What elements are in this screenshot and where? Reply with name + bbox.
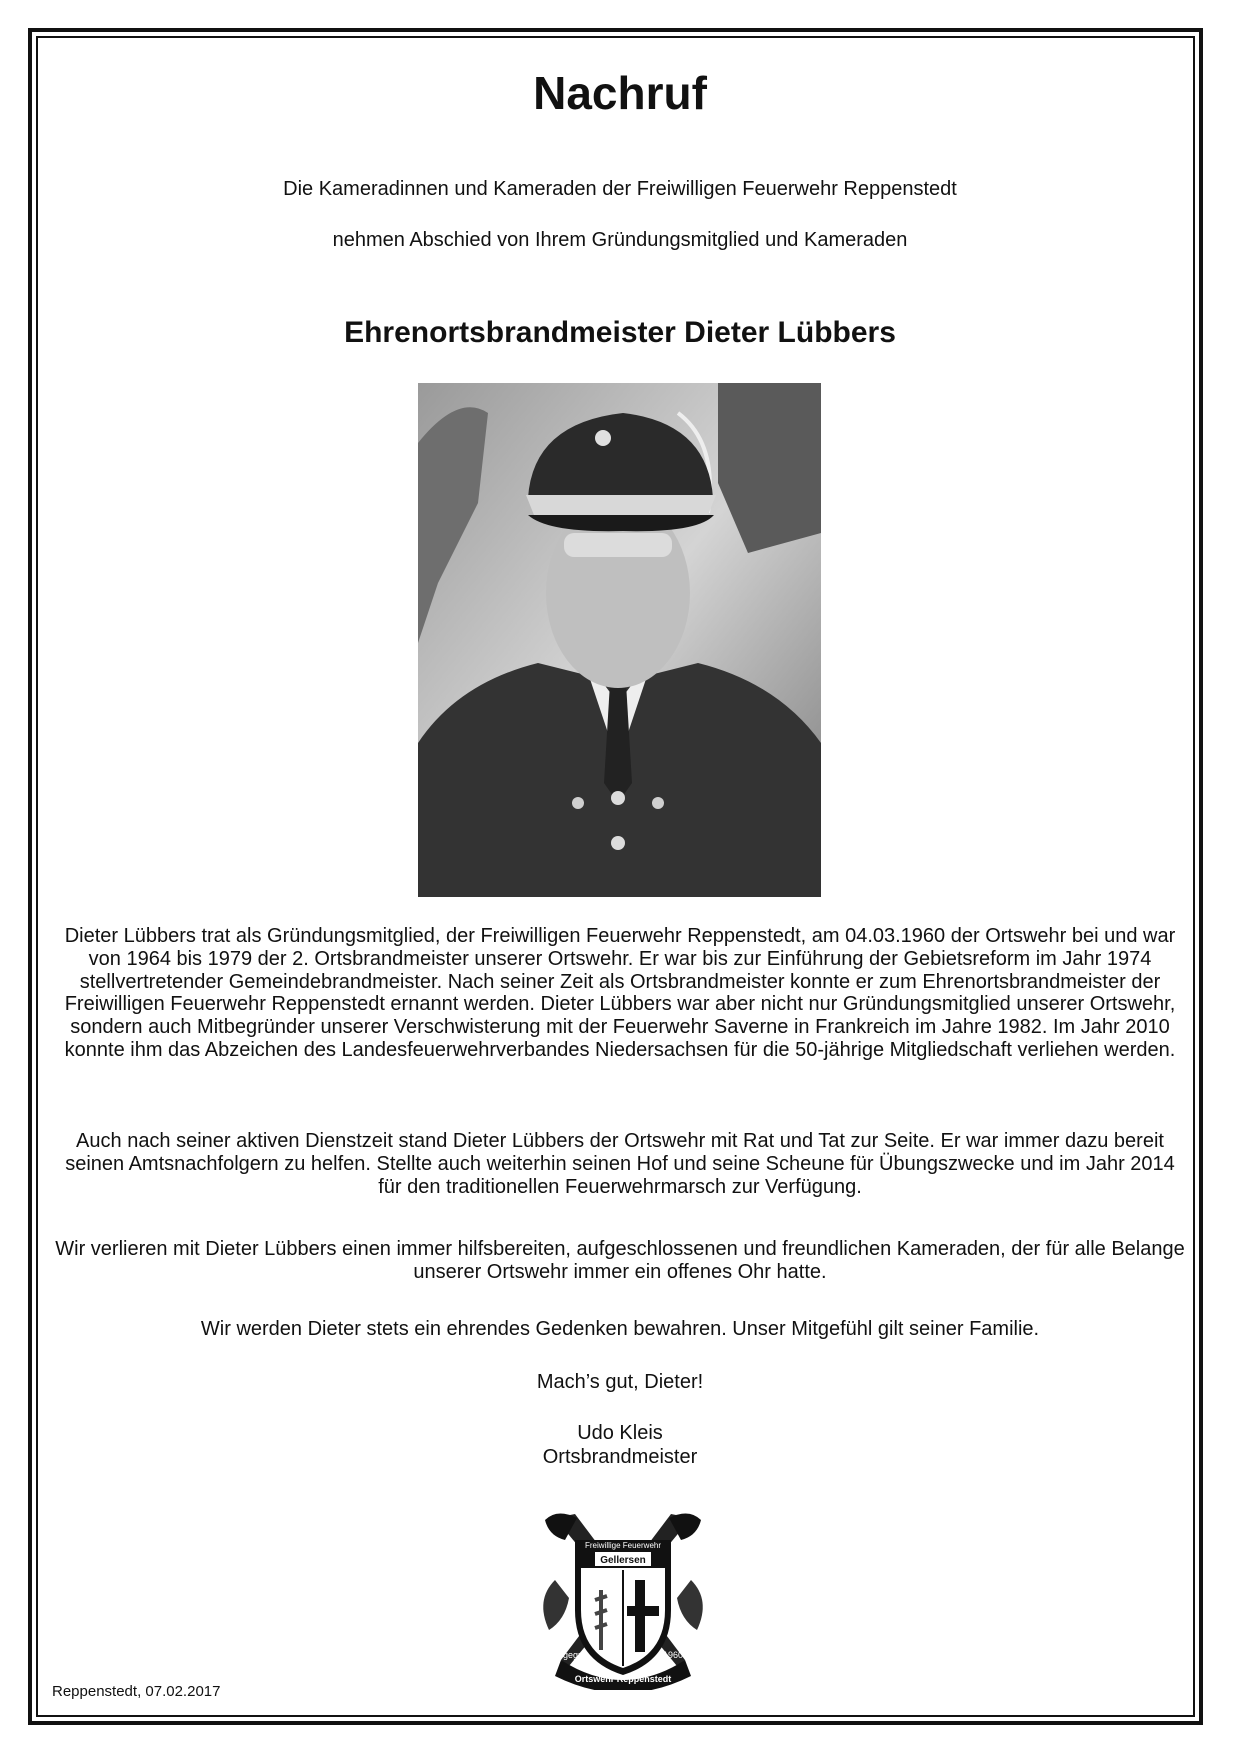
emblem-left-text: gegr. [562, 1650, 584, 1660]
page-title: Nachruf [533, 67, 707, 119]
fire-brigade-emblem [535, 1510, 711, 1690]
portrait-photo [418, 383, 821, 897]
emblem-top-text: Freiwillige Feuerwehr [584, 1541, 662, 1550]
deceased-name: Ehrenortsbrandmeister Dieter Lübbers [344, 316, 896, 349]
farewell-line: Mach’s gut, Dieter! [536, 1371, 704, 1393]
obituary-paragraph-3: Wir verlieren mit Dieter Lübbers einen immer hilfsbereiten, aufgeschlossenen und freundlichen Kameraden, der für alle Belange unserer Ortswehr immer ein offenes Ohr hatte. [55, 1238, 1185, 1283]
intro-line-1: Die Kameradinnen und Kameraden der Freiwilligen Feuerwehr Reppenstedt [283, 178, 957, 200]
signature-name: Udo Kleis [577, 1422, 663, 1444]
place-and-date: Reppenstedt, 07.02.2017 [52, 1683, 221, 1700]
signature-role: Ortsbrandmeister [542, 1446, 698, 1468]
emblem-bottom-text: Ortswehr Reppenstedt [574, 1674, 672, 1684]
emblem-banner-text: Gellersen [600, 1555, 646, 1566]
intro-line-2: nehmen Abschied von Ihrem Gründungsmitglied und Kameraden [332, 229, 908, 251]
obituary-paragraph-2: Auch nach seiner aktiven Dienstzeit stand Dieter Lübbers der Ortswehr mit Rat und Tat zur Seite. Er war immer dazu bereit seinen Amtsnachfolgern zu helfen. Stellte auch weiterhin seinen Hof und seine Scheune für Übungszwecke und im Jahr 2014 für den traditionellen Feuerwehrmarsch zur Verfügung. [65, 1130, 1175, 1198]
emblem-right-text: 1960 [662, 1650, 684, 1660]
obituary-paragraph-4: Wir werden Dieter stets ein ehrendes Gedenken bewahren. Unser Mitgefühl gilt seiner Familie. [200, 1318, 1040, 1340]
obituary-paragraph-1: Dieter Lübbers trat als Gründungsmitglied, der Freiwilligen Feuerwehr Reppenstedt, am 04.03.1960 der Ortswehr bei und war von 1964 bis 1979 der 2. Ortsbrandmeister unserer Ortswehr. Er war bis zur Einführung der Gebietsreform im Jahr 1974 stellvertretender Gemeindebrandmeister. Nach seiner Zeit als Ortsbrandmeister konnte er zum Ehrenortsbrandmeister der Freiwilligen Feuerwehr Reppenstedt ernannt werden. Dieter Lübbers war aber nicht nur Gründungsmitglied unserer Ortswehr, sondern auch Mitbegründer unserer Verschwisterung mit der Feuerwehr Saverne in Frankreich im Jahre 1982. Im Jahr 2010 konnte ihm das Abzeichen des Landesfeuerwehrverbandes Niedersachsen für die 50-jährige Mitgliedschaft verliehen werden. [64, 925, 1176, 1061]
